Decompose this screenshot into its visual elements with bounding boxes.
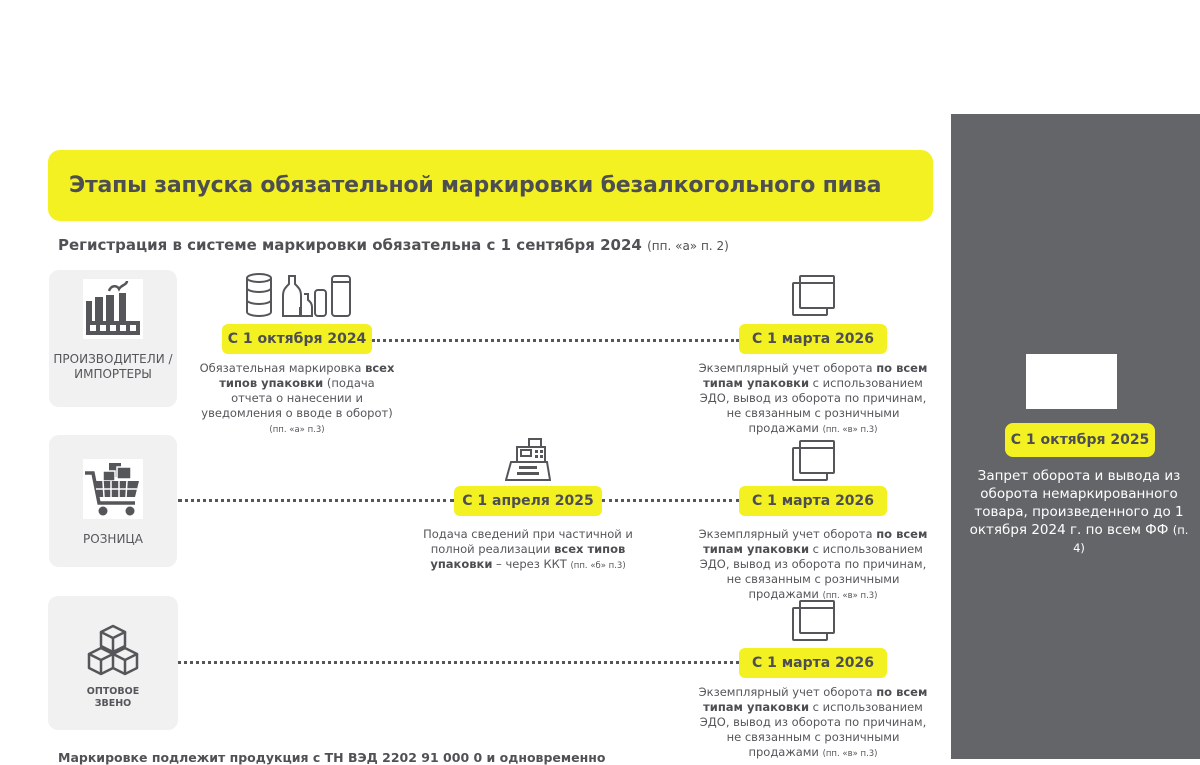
desc-text: Подача сведений при частичной и полной реализации — [423, 527, 633, 556]
desc-ref: (пп. «а» п.3) — [269, 425, 325, 435]
desc-ref: (пп. «в» п.3) — [822, 425, 878, 435]
timeline-connector — [372, 339, 739, 342]
desc-text: Обязательная маркировка — [199, 361, 366, 375]
desc-bold: по всем типам упаковки — [703, 361, 928, 390]
registration-note — [58, 236, 729, 254]
card-producers — [49, 270, 177, 407]
card-label-wholesale: ОПТОВОЕ ЗВЕНО — [86, 686, 140, 709]
cash-register-icon — [505, 438, 551, 482]
desc-bold: всех типов упаковки — [430, 542, 626, 571]
document-windows-icon — [792, 275, 836, 317]
page-title: Этапы запуска обязательной маркировки безалкогольного пива — [69, 173, 882, 198]
date-pill: С 1 марта 2026 — [739, 486, 887, 516]
date-pill: С 1 октября 2025 — [1005, 423, 1155, 457]
desc-text: с использованием ЭДО, вывод из оборота по причинам, не связанным с розничными продажами — [699, 700, 927, 759]
title-banner — [48, 150, 933, 221]
factory-icon — [83, 279, 143, 339]
right-panel-ref: (п. 4) — [1073, 523, 1189, 555]
milestone-description — [198, 361, 396, 438]
date-pill: С 1 октября 2024 — [222, 324, 372, 354]
desc-bold: по всем типам упаковки — [703, 685, 928, 714]
desc-text: – через ККТ — [492, 557, 567, 571]
shopping-cart-icon — [83, 459, 143, 519]
desc-ref: (пп. «в» п.3) — [822, 749, 878, 759]
card-label-retail: РОЗНИЦА — [83, 532, 143, 546]
timeline-connector — [178, 499, 454, 502]
timeline-connector — [602, 499, 739, 502]
card-label-producers: ПРОИЗВОДИТЕЛИ / ИМПОРТЕРЫ — [53, 352, 173, 381]
desc-text: Экземплярный учет оборота — [698, 685, 877, 699]
milestone-description — [698, 527, 928, 604]
desc-bold: всех типов упаковки — [219, 361, 395, 390]
timeline-connector — [178, 661, 739, 664]
document-windows-icon — [792, 600, 836, 642]
desc-text: с использованием ЭДО, вывод из оборота по причинам, не связанным с розничными продажами — [699, 376, 927, 435]
milestone-description — [698, 361, 928, 438]
desc-ref: (пп. «б» п.3) — [570, 561, 626, 571]
milestone-description — [418, 527, 638, 574]
desc-text: Экземплярный учет оборота — [698, 527, 877, 541]
right-panel-desc: Запрет оборота и вывода из оборота немаркированного товара, произведенного до 1 октября 2024 г. по всем ФФ — [969, 468, 1184, 538]
desc-bold: по всем типам упаковки — [703, 527, 928, 556]
beer-containers-icon — [244, 272, 354, 318]
card-wholesale — [48, 596, 178, 730]
registration-text: Регистрация в системе маркировки обязательна с 1 сентября 2024 — [58, 236, 642, 254]
boxes-icon — [87, 624, 139, 678]
date-pill: С 1 марта 2026 — [739, 324, 887, 354]
placeholder-box — [1026, 354, 1117, 409]
document-windows-icon — [792, 440, 836, 482]
date-pill: С 1 апреля 2025 — [454, 486, 602, 516]
registration-ref: (пп. «а» п. 2) — [647, 239, 729, 253]
card-retail — [49, 435, 177, 567]
milestone-description — [698, 685, 928, 762]
footer-note: Маркировке подлежит продукция с ТН ВЭД 2202 91 000 0 и одновременно — [58, 750, 606, 765]
desc-text: Экземплярный учет оборота — [698, 361, 877, 375]
right-panel-text — [966, 467, 1192, 557]
desc-text: (подача отчета о нанесении и уведомления о вводе в оборот) — [201, 376, 393, 420]
date-pill: С 1 марта 2026 — [739, 648, 887, 678]
desc-ref: (пп. «в» п.3) — [822, 591, 878, 601]
desc-text: с использованием ЭДО, вывод из оборота по причинам, не связанным с розничными продажами — [699, 542, 927, 601]
